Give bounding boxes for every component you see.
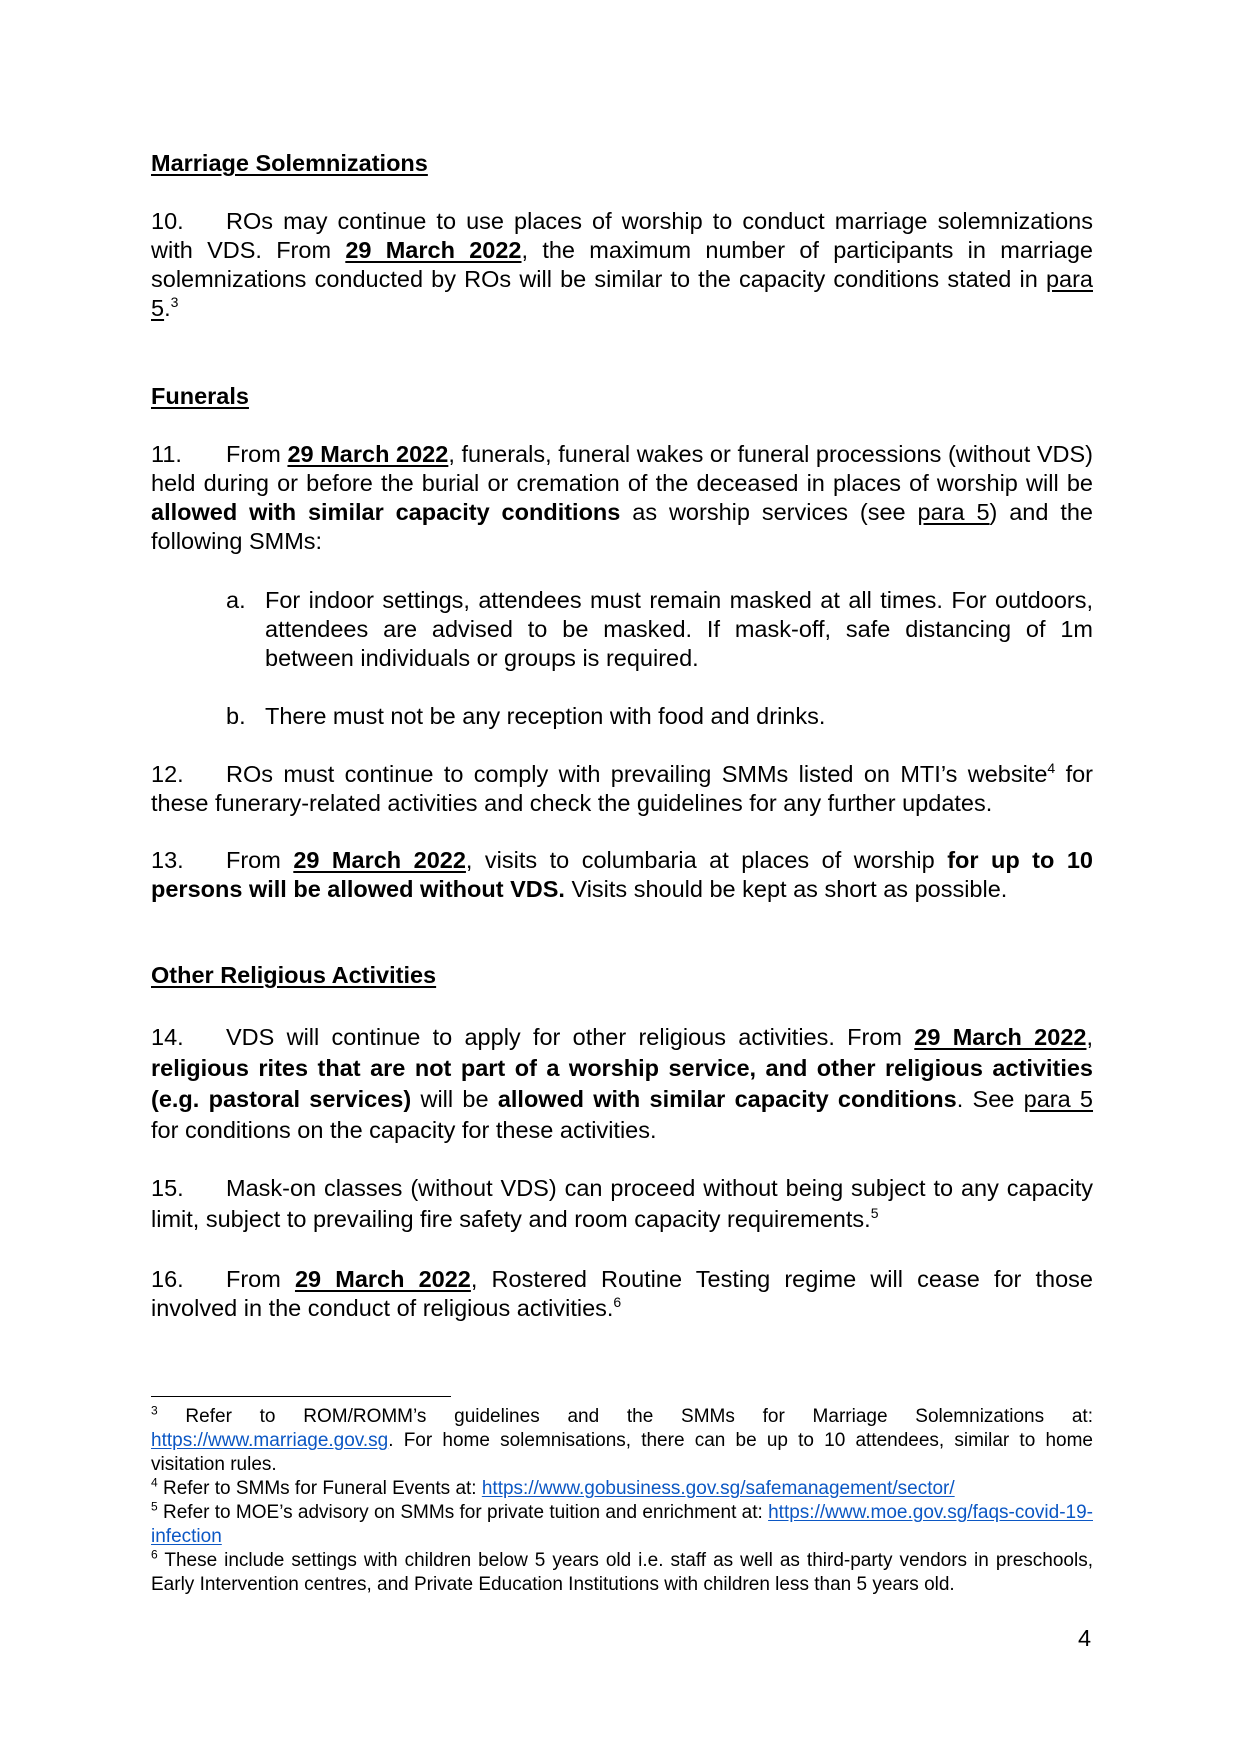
paragraph-text: as worship services (see bbox=[620, 499, 918, 525]
paragraph-reference-link[interactable]: para 5 bbox=[917, 499, 990, 525]
paragraph-text: From bbox=[226, 441, 288, 467]
paragraph-reference-link[interactable]: para 5 bbox=[1023, 1086, 1094, 1112]
footnote-link[interactable]: https://www.gobusiness.gov.sg/safemanagement/sector/ bbox=[481, 1478, 955, 1499]
paragraph-13 bbox=[151, 846, 1093, 904]
date-emphasis: 29 March 2022 bbox=[345, 237, 522, 263]
list-item-text: There must not be any reception with food and drinks. bbox=[265, 703, 826, 729]
footnote-5 bbox=[151, 1501, 1093, 1549]
list-item bbox=[226, 702, 1093, 731]
footnote-number: 6 bbox=[151, 1547, 158, 1562]
section-heading-other-religious-activities: Other Religious Activities bbox=[151, 962, 437, 988]
paragraph-number: 10. bbox=[151, 208, 184, 234]
paragraph-text: From bbox=[226, 1266, 295, 1292]
list-item-text: For indoor settings, attendees must remain masked at all times. For outdoors, attendees are advised to be masked. If mask-off, safe distancing of 1m between individuals or groups is required. bbox=[265, 587, 1093, 671]
paragraph-text: . See bbox=[956, 1086, 1024, 1112]
paragraph-text: , the maximum number of participants in marriage solemnizations conducted by ROs will be similar to the capacity conditions stated in bbox=[151, 237, 1093, 292]
bold-emphasis: allowed with similar capacity conditions bbox=[497, 1086, 957, 1112]
paragraph-number: 13. bbox=[151, 847, 184, 873]
list-item-letter: b. bbox=[226, 703, 246, 729]
footnote-marker[interactable]: 4 bbox=[1047, 760, 1056, 777]
paragraph-16 bbox=[151, 1265, 1093, 1323]
paragraph-reference-link[interactable]: para 5 bbox=[151, 266, 1093, 321]
section-heading-marriage: Marriage Solemnizations bbox=[151, 150, 428, 176]
footnote-number: 4 bbox=[151, 1475, 158, 1490]
paragraph-15 bbox=[151, 1173, 1093, 1235]
bold-emphasis: allowed with similar capacity conditions bbox=[151, 499, 621, 525]
footnote-link[interactable]: https://www.marriage.gov.sg bbox=[151, 1430, 389, 1451]
date-emphasis: 29 March 2022 bbox=[914, 1024, 1087, 1050]
page-number: 4 bbox=[1078, 1625, 1092, 1651]
paragraph-number: 11. bbox=[151, 441, 182, 467]
section-heading-funerals: Funerals bbox=[151, 383, 249, 409]
paragraph-text: will be bbox=[411, 1086, 498, 1112]
footnote-marker[interactable]: 6 bbox=[613, 1294, 622, 1311]
paragraph-text: for conditions on the capacity for these activities. bbox=[151, 1117, 657, 1143]
paragraph-number: 12. bbox=[151, 761, 184, 787]
paragraph-text: for these funerary-related activities and check the guidelines for any further updates. bbox=[151, 761, 1093, 816]
paragraph-text: ROs must continue to comply with prevailing SMMs listed on MTI’s website bbox=[226, 761, 1048, 787]
footnote-marker[interactable]: 5 bbox=[870, 1205, 879, 1222]
date-emphasis: 29 March 2022 bbox=[287, 441, 449, 467]
paragraph-text: , bbox=[1086, 1024, 1093, 1050]
paragraph-text: ROs may continue to use places of worship to conduct marriage solemnizations with VDS. From bbox=[151, 208, 1093, 263]
footnote-number: 5 bbox=[151, 1499, 158, 1514]
footnote-text: Refer to ROM/ROMM’s guidelines and the SMMs for Marriage Solemnizations at: bbox=[157, 1406, 1093, 1427]
footnote-text: . For home solemnisations, there can be up to 10 attendees, similar to home visitation rules. bbox=[151, 1430, 1093, 1475]
paragraph-text: , funerals, funeral wakes or funeral processions (without VDS) held during or before the burial or cremation of the deceased in places of worship will be bbox=[151, 441, 1093, 496]
paragraph-text: , Rostered Routine Testing regime will cease for those involved in the conduct of religious activities. bbox=[151, 1266, 1093, 1321]
footnote-separator bbox=[151, 1396, 451, 1397]
footnote-text: These include settings with children below 5 years old i.e. staff as well as third-party vendors in preschools, Early Intervention centres, and Private Education Institutions with children less than 5 years old. bbox=[151, 1550, 1093, 1595]
paragraph-11 bbox=[151, 440, 1093, 556]
paragraph-number: 15. bbox=[151, 1175, 184, 1201]
paragraph-number: 16. bbox=[151, 1266, 184, 1292]
paragraph-text: . bbox=[164, 295, 171, 321]
footnote-3 bbox=[151, 1405, 1093, 1477]
bold-emphasis: religious rites that are not part of a worship service, and other religious activities (e.g. pastoral services) bbox=[151, 1055, 1093, 1112]
footnote-6 bbox=[151, 1549, 1093, 1597]
paragraph-text: , visits to columbaria at places of worship bbox=[465, 847, 948, 873]
footnote-link[interactable]: https://www.moe.gov.sg/faqs-covid-19-infection bbox=[151, 1502, 1093, 1547]
paragraph-text: ) and the following SMMs: bbox=[151, 499, 1093, 554]
date-emphasis: 29 March 2022 bbox=[294, 1266, 471, 1292]
paragraph-text: VDS will continue to apply for other religious activities. From bbox=[226, 1024, 915, 1050]
footnote-4 bbox=[151, 1477, 1093, 1501]
bold-emphasis: for up to 10 persons will be allowed without VDS. bbox=[151, 847, 1093, 902]
paragraph-text: Mask-on classes (without VDS) can proceed without being subject to any capacity limit, subject to prevailing fire safety and room capacity requirements. bbox=[151, 1175, 1093, 1232]
footnote-number: 3 bbox=[151, 1403, 158, 1418]
footnote-text: Refer to MOE’s advisory on SMMs for private tuition and enrichment at: bbox=[157, 1502, 769, 1523]
paragraph-14 bbox=[151, 1022, 1093, 1146]
paragraph-number: 14. bbox=[151, 1024, 184, 1050]
list-item-letter: a. bbox=[226, 587, 246, 613]
date-emphasis: 29 March 2022 bbox=[293, 847, 466, 873]
footnote-text: Refer to SMMs for Funeral Events at: bbox=[157, 1478, 482, 1499]
paragraph-12 bbox=[151, 760, 1093, 818]
paragraph-text: Visits should be kept as short as possible. bbox=[564, 876, 1008, 902]
paragraph-10 bbox=[151, 207, 1093, 323]
list-item bbox=[226, 586, 1093, 673]
footnote-marker[interactable]: 3 bbox=[170, 294, 179, 311]
paragraph-text: From bbox=[226, 847, 294, 873]
